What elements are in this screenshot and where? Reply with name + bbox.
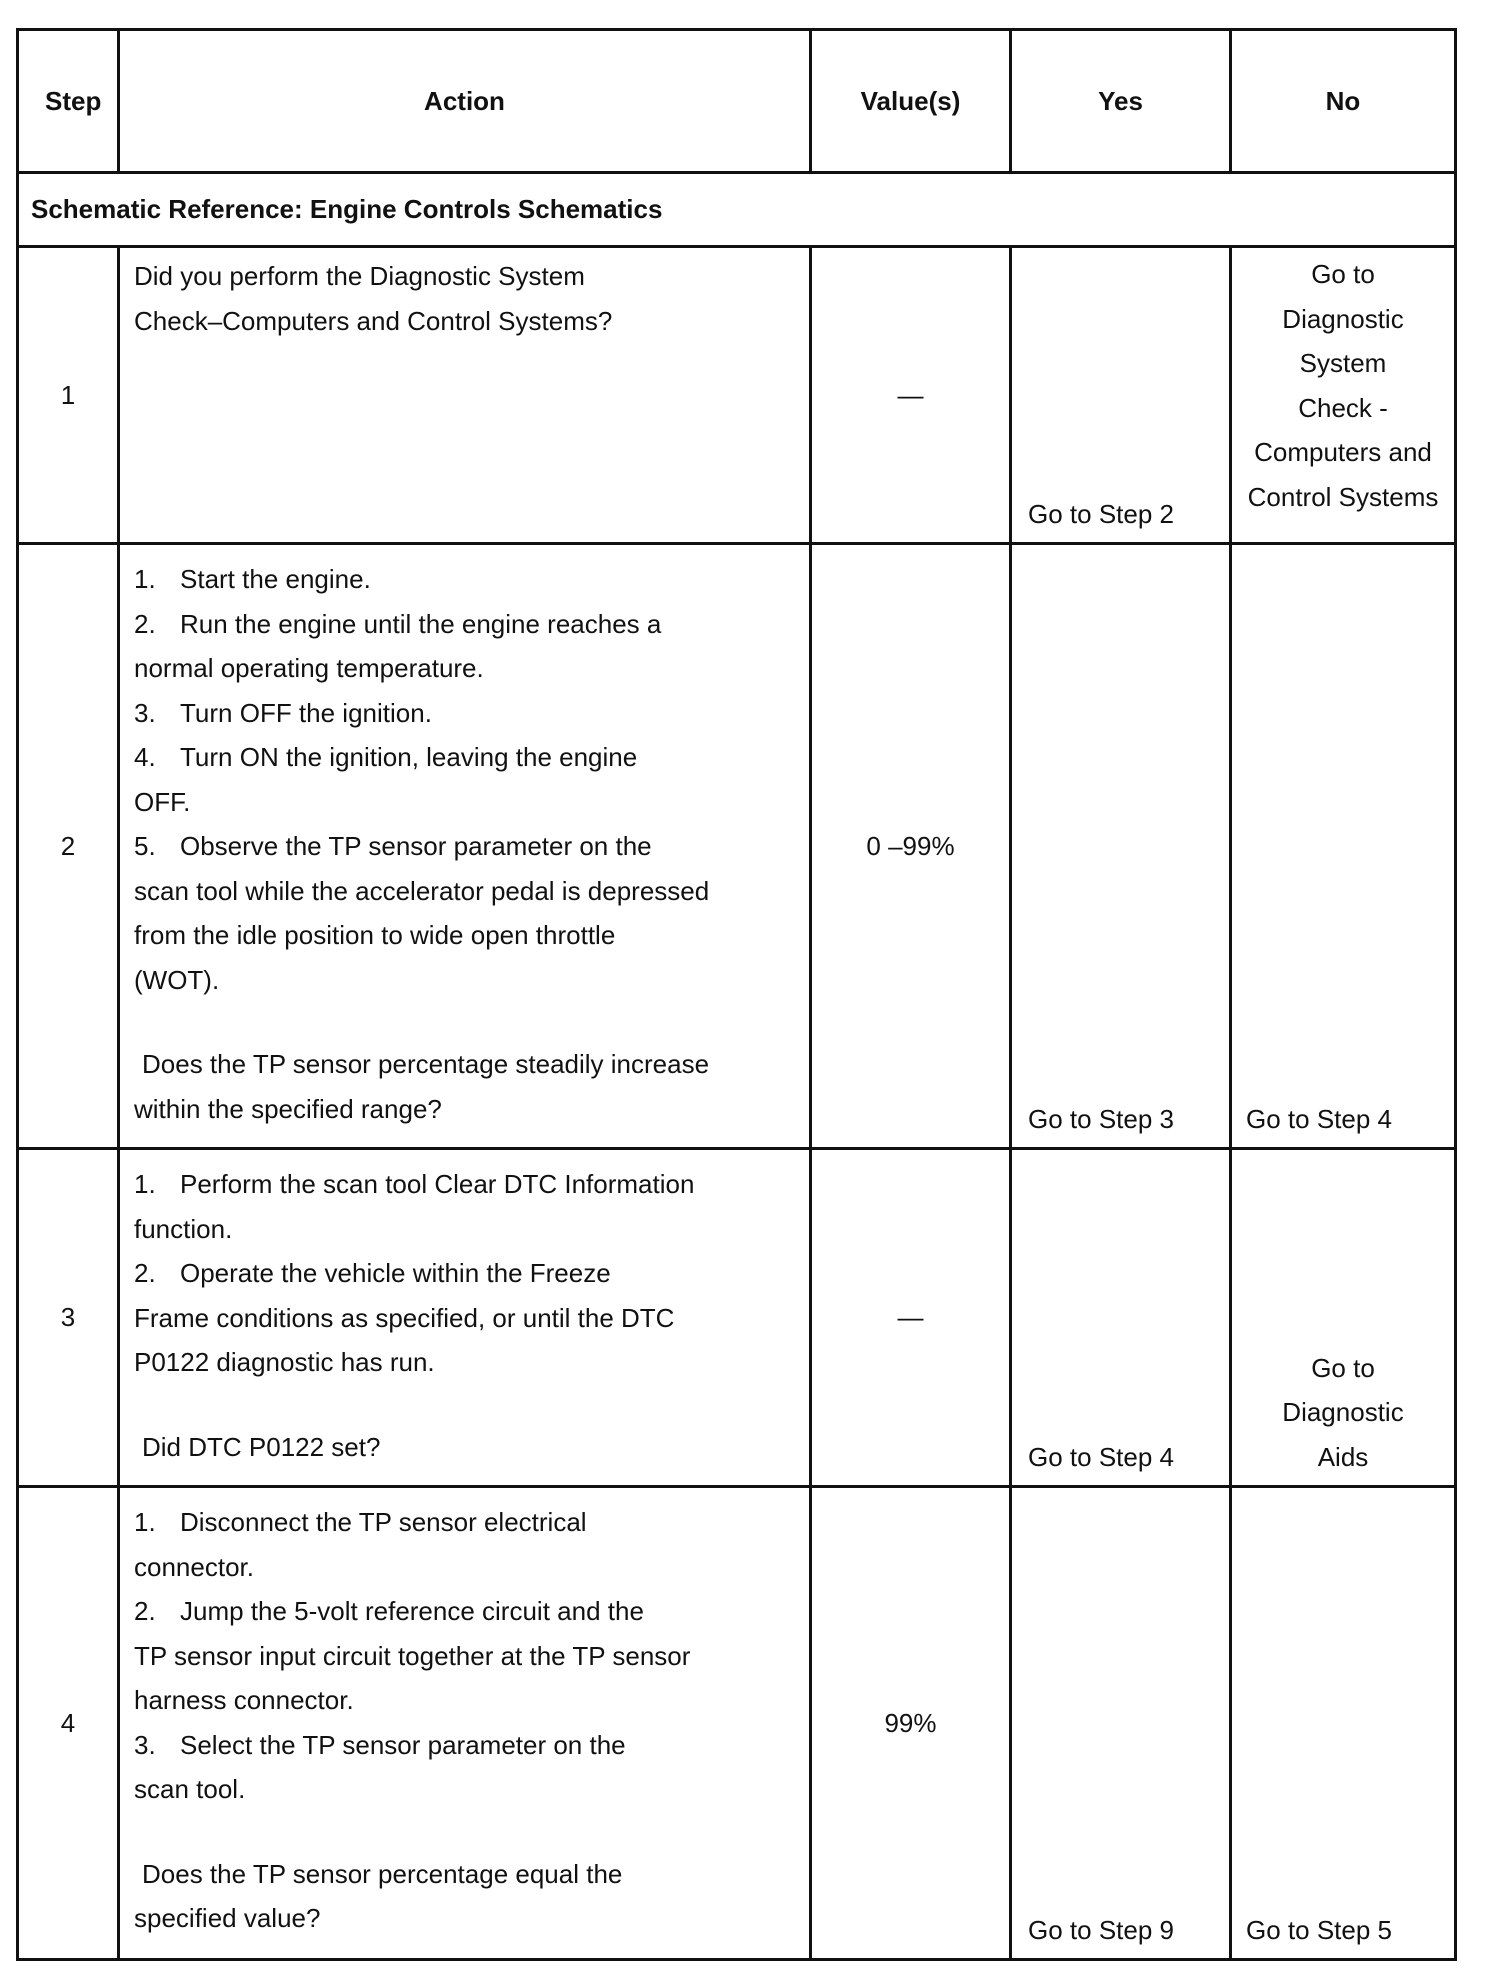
value-cell: — — [811, 1149, 1011, 1487]
yes-cell: Go to Step 3 — [1011, 544, 1231, 1149]
question-line: Does the TP sensor percentage steadily increase — [142, 1049, 710, 1079]
action-line: OFF. — [134, 786, 191, 817]
action-cell — [119, 247, 811, 544]
action-line: 2. Operate the vehicle within the Freeze — [134, 1251, 795, 1296]
diagnostic-table — [16, 28, 1457, 1961]
yes-cell: Go to Step 9 — [1011, 1487, 1231, 1960]
action-cell — [119, 1487, 811, 1960]
step-column-header: Step — [18, 30, 119, 173]
action-line: 2. Run the engine until the engine reaches a — [134, 602, 795, 647]
question-line: specified value? — [134, 1903, 321, 1933]
yes-cell: Go to Step 2 — [1011, 247, 1231, 544]
action-line: from the idle position to wide open throttle — [134, 920, 616, 950]
no-column-header: No — [1231, 30, 1456, 173]
spacer — [134, 1812, 795, 1852]
step-index: 1. — [134, 1169, 156, 1199]
step-index: 2. — [134, 608, 156, 639]
action-line: 1. Start the engine. — [134, 557, 795, 602]
action-line: Check–Computers and Control Systems? — [134, 305, 613, 336]
spacer — [134, 1002, 795, 1042]
action-line: 4. Turn ON the ignition, leaving the engine — [134, 735, 795, 780]
action-line: scan tool. — [134, 1774, 246, 1804]
table-row — [18, 1149, 1456, 1487]
no-cell — [1231, 247, 1456, 544]
no-cell: Go to Step 4 — [1231, 544, 1456, 1149]
no-line: Go to — [1311, 1352, 1375, 1383]
action-line: 1. Perform the scan tool Clear DTC Information — [134, 1162, 795, 1207]
action-line: Did you perform the Diagnostic System — [134, 261, 585, 291]
step-index: 3. — [134, 697, 156, 728]
value-cell: — — [811, 247, 1011, 544]
spacer — [134, 1385, 795, 1425]
no-line: Aids — [1317, 1441, 1369, 1472]
no-cell: Go to Step 5 — [1231, 1487, 1456, 1960]
action-cell — [119, 544, 811, 1149]
action-line: 1. Disconnect the TP sensor electrical — [134, 1500, 795, 1545]
no-line: Diagnostic — [1282, 303, 1404, 334]
step-number: 4 — [18, 1487, 119, 1960]
schematic-reference: Schematic Reference: Engine Controls Schematics — [18, 173, 1456, 247]
table-row — [18, 247, 1456, 544]
step-index: 1. — [134, 1507, 156, 1537]
question-line: Does the TP sensor percentage equal the — [142, 1858, 623, 1889]
action-line: 2. Jump the 5-volt reference circuit and the — [134, 1589, 795, 1634]
value-cell: 0 –99% — [811, 544, 1011, 1149]
action-line: TP sensor input circuit together at the TP sensor — [134, 1640, 691, 1671]
action-line: scan tool while the accelerator pedal is depressed — [134, 875, 710, 906]
step-index: 4. — [134, 742, 156, 772]
action-line: harness connector. — [134, 1685, 354, 1715]
schematic-reference-row — [18, 173, 1456, 247]
step-index: 2. — [134, 1596, 156, 1626]
step-number: 2 — [18, 544, 119, 1149]
question-line: within the specified range? — [134, 1093, 442, 1124]
value-cell: 99% — [811, 1487, 1011, 1960]
table-row — [18, 1487, 1456, 1960]
step-index: 5. — [134, 831, 156, 861]
action-line: 5. Observe the TP sensor parameter on the — [134, 824, 795, 869]
question-line: Did DTC P0122 set? — [142, 1431, 381, 1462]
action-line: P0122 diagnostic has run. — [134, 1347, 435, 1377]
yes-column-header: Yes — [1011, 30, 1231, 173]
step-index: 2. — [134, 1258, 156, 1288]
action-line: 3. Turn OFF the ignition. — [134, 691, 795, 736]
table-row — [18, 544, 1456, 1149]
action-cell — [119, 1149, 811, 1487]
no-cell — [1231, 1149, 1456, 1487]
action-line: normal operating temperature. — [134, 653, 484, 683]
no-line: Diagnostic — [1282, 1397, 1404, 1427]
action-line: (WOT). — [134, 964, 220, 995]
no-line: Check - — [1298, 392, 1388, 423]
step-index: 3. — [134, 1729, 156, 1760]
no-line: Control Systems — [1247, 481, 1439, 512]
action-line: Frame conditions as specified, or until the DTC — [134, 1302, 675, 1333]
action-line: connector. — [134, 1551, 254, 1582]
header-row — [18, 30, 1456, 173]
no-line: Computers and — [1254, 437, 1432, 467]
no-line: System — [1299, 348, 1387, 378]
action-line: 3. Select the TP sensor parameter on the — [134, 1723, 795, 1768]
yes-cell: Go to Step 4 — [1011, 1149, 1231, 1487]
action-column-header: Action — [119, 30, 811, 173]
step-number: 1 — [18, 247, 119, 544]
action-line: function. — [134, 1213, 233, 1244]
step-index: 1. — [134, 564, 156, 594]
step-number: 3 — [18, 1149, 119, 1487]
values-column-header: Value(s) — [811, 30, 1011, 173]
no-line: Go to — [1311, 259, 1375, 289]
